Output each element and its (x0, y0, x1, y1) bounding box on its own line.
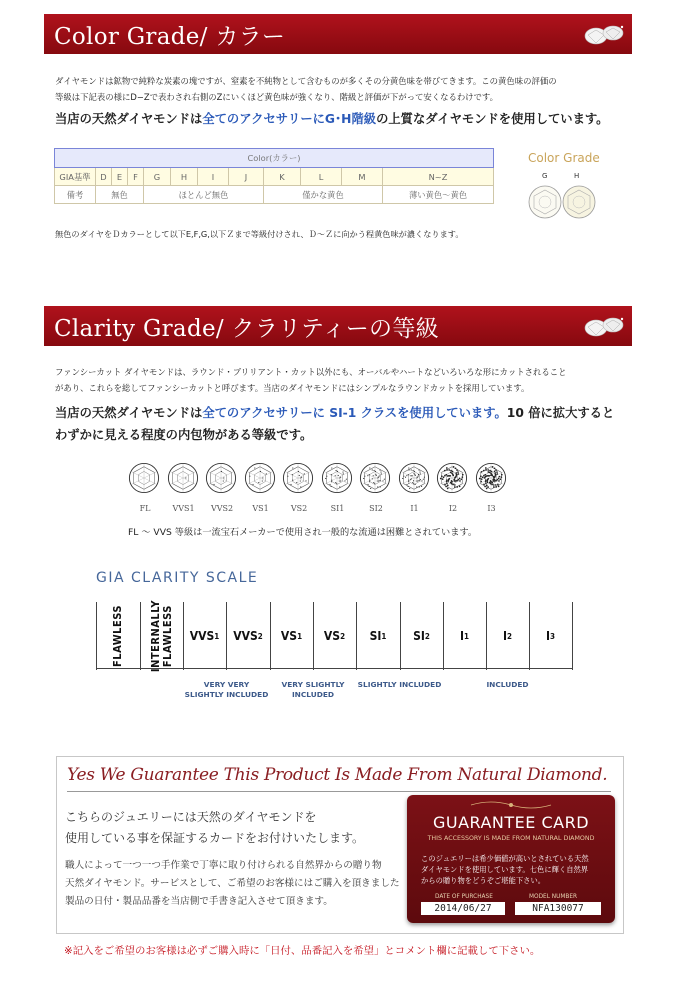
clarity-lead-text: 当店の天然ダイヤモンドは全てのアクセサリーに SI-1 クラスを使用しています。10 倍に拡大すると わずかに見える程度の内包物がある等級です。 (55, 406, 615, 442)
scale-grade-label: VS (323, 629, 341, 643)
clarity-diamond-icon (436, 462, 468, 494)
clarity-diamond-icon (282, 462, 314, 494)
date-of-purchase-value: 2014/06/27 (421, 902, 505, 915)
guarantee-card-text: このジュエリーは希少価値が高いとされている天然 ダイヤモンドを使用しています。七色に輝く自然界 からの贈り物をどうぞご堪能下さい。 (421, 854, 589, 885)
scale-grade-label: VVS (189, 629, 215, 643)
scale-grade-subscript: 1 (464, 631, 470, 641)
model-number-value: NFA130077 (515, 902, 601, 915)
clarity-diamond-icon (128, 462, 160, 494)
clarity-diamond-label: VS1 (252, 504, 269, 513)
note-cell: 無色 (96, 186, 144, 204)
grade-cell: J (229, 168, 264, 186)
scale-grade-cell (313, 604, 356, 668)
grade-cell: L (301, 168, 342, 186)
grade-cell: D (96, 168, 112, 186)
grade-cell: H (171, 168, 198, 186)
scale-grade-label: SI (369, 629, 382, 643)
clarity-diamond-label: I1 (410, 504, 419, 513)
scale-grade-cell (270, 604, 313, 668)
clarity-grade-title: Clarity Grade/ クラリティーの等級 (54, 316, 439, 342)
clarity-diamond-icon (321, 462, 353, 494)
scale-grade-subscript: 2 (424, 631, 430, 641)
guarantee-divider (67, 791, 611, 792)
grade-cell: E (112, 168, 128, 186)
note-label: 備考 (55, 186, 96, 204)
scale-grade-cell (529, 604, 572, 668)
grade-cell: M (342, 168, 383, 186)
scale-grade-label: VS (280, 629, 298, 643)
scale-grade-cell (356, 604, 400, 668)
note-cell: ほとんど無色 (144, 186, 264, 204)
scale-grade-cell (486, 604, 529, 668)
scale-grade-cell (226, 604, 270, 668)
scale-group-i: INCLUDED (486, 680, 529, 689)
color-description: ダイヤモンドは鉱物で純粋な炭素の塊ですが、窒素を不純物として含むものが多くその分黄色味を帯びてきます。この黄色味の評価の 等級は下記表の様にD−Zで表わされ右側のZにいくほど黄色味が強くなり、階級と評価が下がって安くなるわけです。 (55, 76, 557, 102)
scale-grade-label: I (545, 629, 550, 643)
clarity-diamond-icon (475, 462, 507, 494)
clarity-diamond-icon (398, 462, 430, 494)
guarantee-card (407, 795, 615, 923)
clarity-diamond-icon (359, 462, 391, 494)
scale-grade-label: I (459, 629, 464, 643)
date-of-purchase-label: DATE OF PURCHASE (435, 894, 493, 900)
grade-cell: F (128, 168, 144, 186)
clarity-grade-banner (44, 306, 632, 346)
gia-clarity-scale-title: GIA CLARITY SCALE (96, 570, 259, 586)
model-number-label: MODEL NUMBER (529, 894, 578, 900)
guarantee-card-title: GUARANTEE CARD (432, 813, 590, 832)
scale-grade-subscript: 2 (257, 631, 263, 641)
scale-grade-subscript: 2 (507, 631, 513, 641)
color-grade-title: Color Grade/ カラー (54, 24, 286, 50)
note-cell: 薄い黄色〜黄色 (383, 186, 494, 204)
guarantee-card-subtitle: THIS ACCESSORY IS MADE FROM NATURAL DIAMOND (427, 835, 595, 842)
scale-grade-subscript: 2 (340, 631, 346, 641)
clarity-diamond-icon (167, 462, 199, 494)
guarantee-small-text: 職人によって一つ一つ手作業で丁寧に取り付けられる自然界からの贈り物 天然ダイヤモンド。サービスとして、ご希望のお客様にはご購入を頂きました 製品の日付・製品品番を当店側で手書き記入させて頂きます。 (65, 860, 400, 907)
diamond-icon (582, 21, 626, 47)
diamond-icon (582, 313, 626, 339)
scale-grade-cell (400, 604, 443, 668)
purchase-note: ※記入をご希望のお客様は必ずご購入時に「日付、品番記入を希望」とコメント欄に記載して下さい。 (64, 945, 541, 957)
clarity-diamond-icon (205, 462, 237, 494)
clarity-diamond-label: VVS2 (210, 504, 234, 513)
scale-group-si: SLIGHTLY INCLUDED (357, 680, 442, 689)
clarity-diamond-label: I3 (487, 504, 496, 513)
clarity-diamond-label: SI2 (369, 504, 383, 513)
scale-internally-flawless: INTERNALLY FLAWLESS (148, 599, 174, 673)
clarity-note: FL ～ VVS 等級は一流宝石メーカーで使用され一般的な流通は困難とされています。 (128, 527, 478, 538)
note-cell: 僅かな黄色 (264, 186, 383, 204)
clarity-diamond-row (128, 462, 518, 522)
scale-group-vvs: VERY VERY SLIGHTLY INCLUDED (184, 680, 269, 699)
clarity-diamond-label: SI1 (330, 504, 345, 513)
scale-group-vs: VERY SLIGHTLY INCLUDED (281, 680, 345, 699)
grade-cell: K (264, 168, 301, 186)
ornament-icon (467, 799, 555, 811)
guarantee-text: こちらのジュエリーには天然のダイヤモンドを 使用している事を保証するカードをお付けいたします。 (65, 810, 365, 845)
scale-grade-subscript: 1 (297, 631, 303, 641)
colored-diamond-icon (528, 182, 608, 222)
grade-cell: I (198, 168, 229, 186)
scale-grade-label: VVS (233, 629, 258, 643)
grade-cell: G (144, 168, 171, 186)
scale-grade-label: SI (413, 629, 425, 643)
scale-grade-label: I (502, 629, 507, 643)
clarity-diamond-label: VS2 (290, 504, 308, 513)
color-grade-side-title: Color Grade (528, 151, 600, 165)
clarity-diamond-label: VVS1 (172, 504, 195, 513)
grade-cell: N~Z (383, 168, 494, 186)
color-footnote: 無色のダイヤをＤカラーとして以下E,F,G,以下Ｚまで等級付けされ、Ｄ～Ｚに向かう程黄色味が濃くなります。 (55, 229, 464, 239)
color-lead-text: 当店の天然ダイヤモンドは全てのアクセサリーにG･H階級の上質なダイヤモンドを使用しています。 (55, 112, 609, 126)
scale-divider (572, 602, 573, 670)
clarity-diamond-icon (244, 462, 276, 494)
color-table-header: Color(カラー) (55, 149, 494, 168)
scale-flawless: FLAWLESS (111, 605, 124, 667)
scale-grade-subscript: 1 (214, 631, 220, 641)
color-grade-banner (44, 14, 632, 54)
color-grade-side-illustration: G H (528, 172, 618, 224)
color-grade-table (54, 148, 494, 204)
clarity-diamond-label: I2 (448, 504, 458, 513)
scale-grade-subscript: 1 (381, 631, 387, 641)
guarantee-box (56, 756, 624, 934)
scale-grade-cell (183, 604, 226, 668)
scale-grade-subscript: 3 (550, 631, 556, 641)
clarity-description: ファンシーカット ダイヤモンドは、ラウンド・ブリリアント・カット以外にも、オーバルやハートなどいろいろな形にカットされること があり、これらを総してファンシーカットと呼びます。当店のダイヤモンドにはシンプルなラウンドカットを採用しています。 (55, 367, 567, 393)
gia-standard-label: GIA基準 (55, 168, 96, 186)
scale-grade-cell (443, 604, 486, 668)
guarantee-heading: Yes We Guarantee This Product Is Made From Natural Diamond. (67, 765, 608, 785)
clarity-diamond-label: FL (139, 504, 151, 513)
